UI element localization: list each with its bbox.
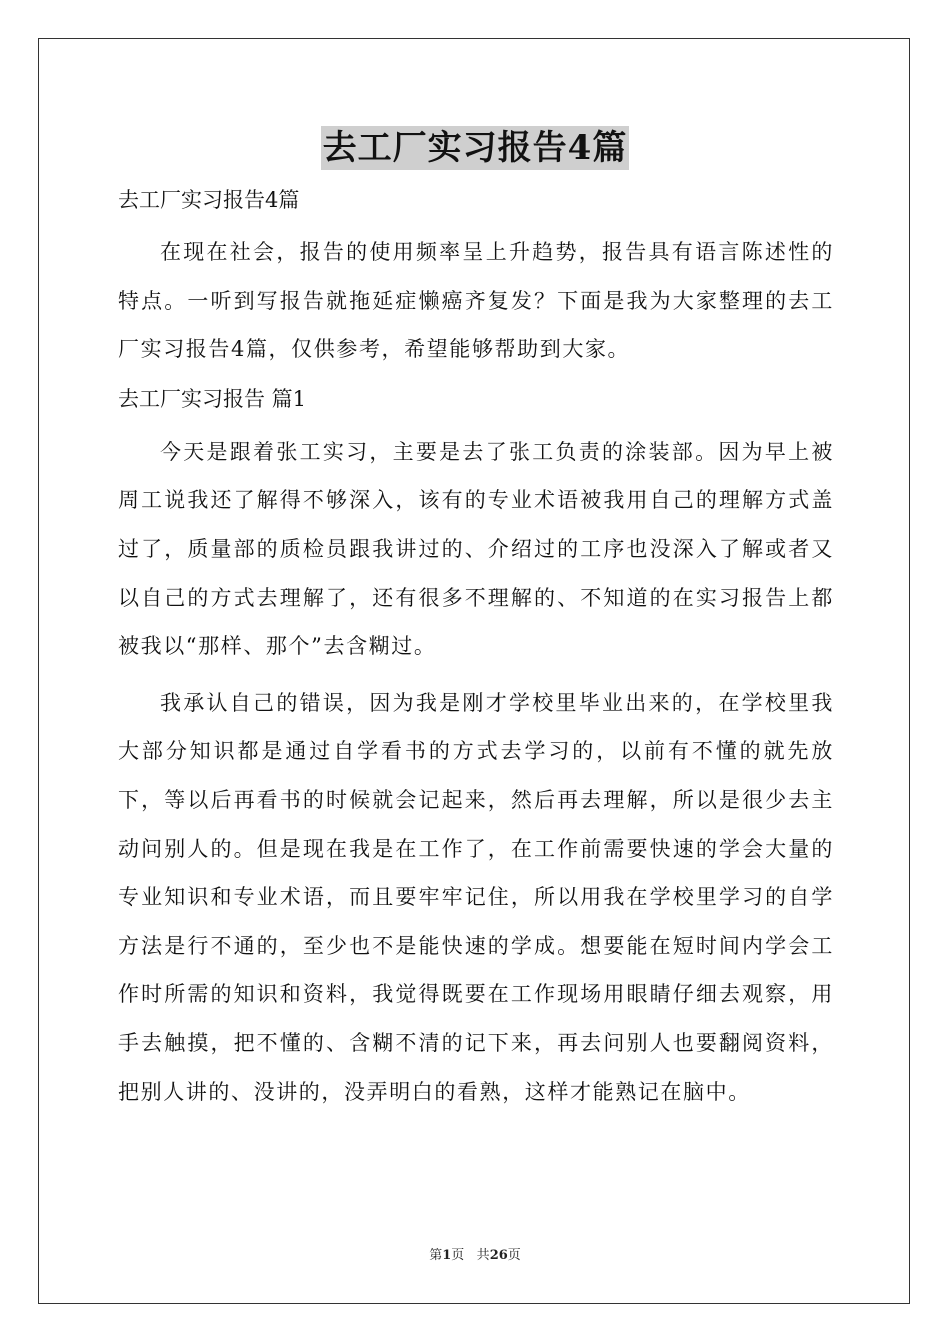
- body-paragraph-1: 今天是跟着张工实习，主要是去了张工负责的涂装部。因为早上被周工说我还了解得不够深入，该有的专业术语被我用自己的理解方式盖过了，质量部的质检员跟我讲过的、介绍过的工序也没深入了解或者又以自己的方式去理解了，还有很多不理解的、不知道的在实习报告上都被我以“那样、那个”去含糊过。: [118, 439, 834, 659]
- page-suffix: 页: [451, 1248, 465, 1263]
- document-body: [118, 178, 834, 1116]
- intro-paragraph: 在现在社会，报告的使用频率呈上升趋势，报告具有语言陈述性的特点。一听到写报告就拖延症懒癌齐复发？下面是我为大家整理的去工厂实习报告4篇，仅供参考，希望能够帮助到大家。: [118, 240, 834, 362]
- page-prefix: 第: [429, 1248, 443, 1263]
- section-heading: 去工厂实习报告 篇1: [118, 386, 307, 411]
- page-number: 1: [442, 1248, 452, 1263]
- document-title: 去工厂实习报告4篇: [322, 128, 628, 168]
- page-footer: [0, 1244, 950, 1263]
- document-subtitle: 去工厂实习报告4篇: [118, 188, 300, 212]
- total-suffix: 页: [507, 1248, 521, 1263]
- total-pages: 26: [489, 1248, 508, 1263]
- body-paragraph-2: 我承认自己的错误，因为我是刚才学校里毕业出来的，在学校里我大部分知识都是通过自学看书的方式去学习的，以前有不懂的就先放下，等以后再看书的时候就会记起来，然后再去理解，所以是很少去主动问别人的。但是现在我是在工作了，在工作前需要快速的学会大量的专业知识和专业术语，而且要牢牢记住，所以用我在学校里学习的自学方法是行不通的，至少也不是能快速的学成。想要能在短时间内学会工作时所需的知识和资料，我觉得既要在工作现场用眼睛仔细去观察，用手去触摸，把不懂的、含糊不清的记下来，再去问别人也要翻阅资料，把别人讲的、没讲的，没弄明白的看熟，这样才能熟记在脑中。: [118, 690, 834, 1104]
- total-prefix: 共: [476, 1248, 490, 1263]
- title-container: [0, 126, 950, 170]
